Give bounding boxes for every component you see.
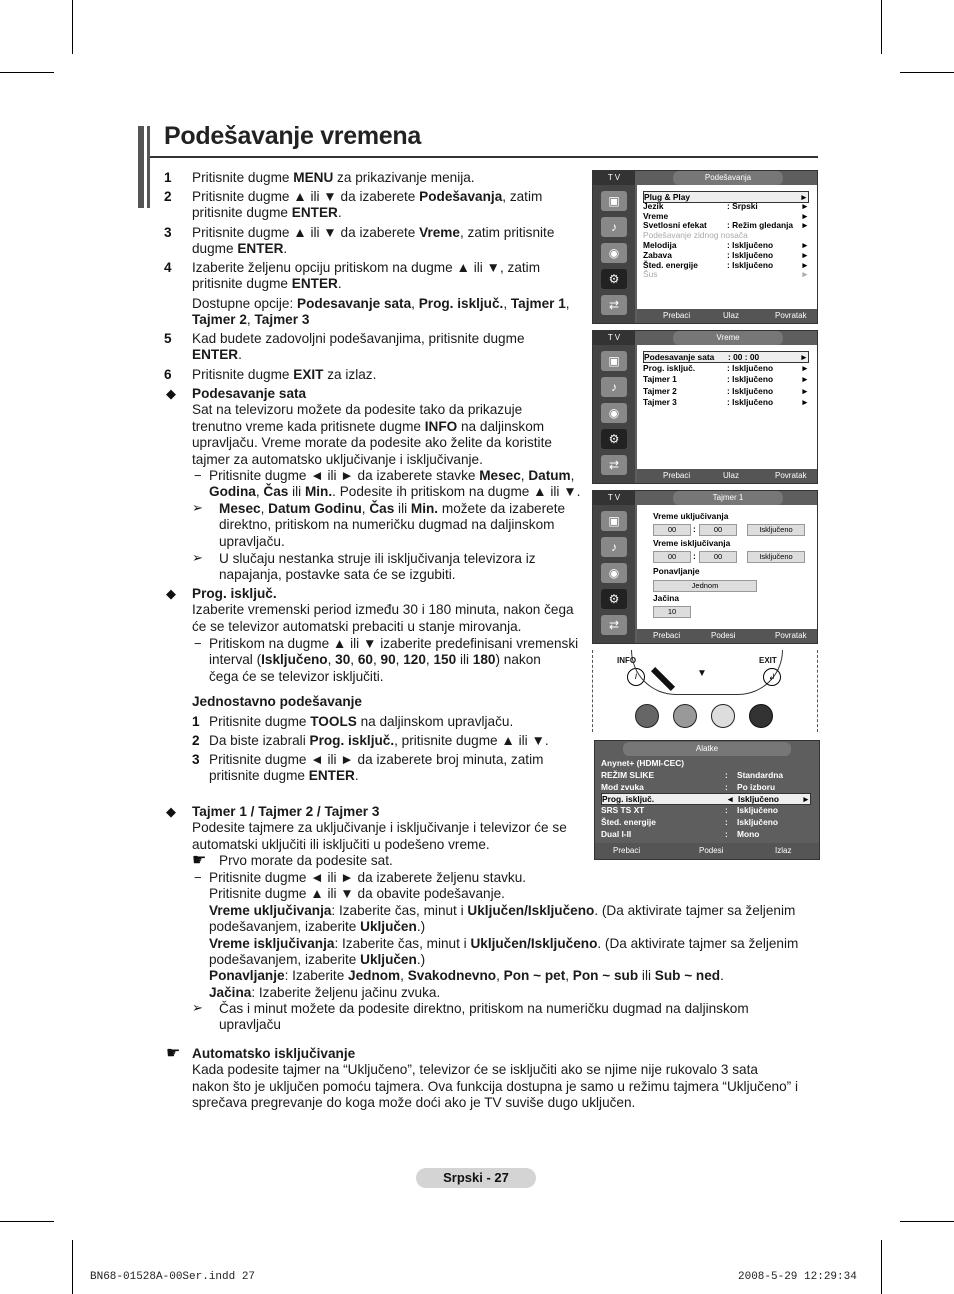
footer-enter: Ulaz <box>723 471 740 480</box>
step-text: Pritisnite dugme ▲ ili ▼ da izaberete Podešavanja, zatim pritisnite dugme ENTER. <box>192 189 543 221</box>
note-arrow-icon: ➢ <box>192 500 203 515</box>
hand-pointer-icon: ☛ <box>166 1045 181 1062</box>
colon-separator: : <box>725 817 728 827</box>
exit-icon: ↲ <box>763 668 781 686</box>
tools-item-value: Isključeno <box>738 794 779 805</box>
crop-mark <box>72 0 73 54</box>
menu-item-label: Podešavanje zidnog nosača <box>643 230 748 241</box>
menu-item[interactable] <box>643 363 809 373</box>
sub-step-number: 1 <box>192 714 200 729</box>
crop-mark <box>881 0 882 54</box>
section-podesavanje-sata: Podesavanje sata Sat na televizoru možete da podesite tako da prikazuje trenutno vreme kada pritisnete dugme INFO na daljinskom upravljaču. Vreme morate da podesite ako želite da koristite tajmer za automatsko uključivanje i isključivanje. <box>192 386 552 467</box>
sound-icon: ♪ <box>601 537 627 557</box>
tajmer-instruction: Pritisnite dugme ◄ ili ► da izaberete željenu stavku. Pritisnite dugme ▲ ili ▼ da obavite podešavanje. Vreme uključivanja: Izaberite čas, minut i Uključen/Isključeno. (Da aktivirate tajmer sa željenim podešavanjem, izaberite Uključen.) Vreme isključivanja: Izaberite čas, minut i Uključen/Isključeno. (Da aktivirate tajmer sa željenim podešavanjem, izaberite Uključen.) Ponavljanje: Izaberite Jednom, Svakodnevno, Pon ~ pet, Pon ~ sub ili Sub ~ ned. Jačina: Izaberite željenu jačinu zvuka. <box>209 870 799 1000</box>
jednostavno-title: Jednostavno podešavanje <box>192 694 362 709</box>
footer-return: Povratak <box>775 471 807 480</box>
tools-item[interactable] <box>601 793 811 805</box>
right-arrow-icon: ► <box>800 240 809 250</box>
yellow-button <box>711 704 735 728</box>
crop-mark <box>900 1221 954 1222</box>
sat-note-2: U slučaju nestanka struje ili isključivanja televizora iz napajanja, postavke sata će se izgubiti. <box>219 551 536 583</box>
left-arrow-icon: ◄ <box>726 794 735 805</box>
menu-item-label: Šted. energije <box>643 259 698 270</box>
crop-mark <box>900 72 954 73</box>
step-text: Pritisnite dugme MENU za prikazivanje menija. <box>192 170 475 185</box>
tajmer-hand-note: Prvo morate da podesite sat. <box>219 853 393 868</box>
tools-item-label: Dual I-II <box>601 828 632 839</box>
footer-adjust: Podesi <box>711 631 736 640</box>
note-arrow-icon: ➢ <box>192 1000 203 1015</box>
osd-body <box>637 505 817 629</box>
page-number-badge: Srpski - 27 <box>416 1168 536 1188</box>
footer-enter: Ulaz <box>723 311 740 320</box>
tools-item-label: SRS TS XT <box>601 805 645 816</box>
menu-item[interactable] <box>643 211 809 221</box>
right-arrow-icon: ► <box>800 269 809 280</box>
menu-item-label: Jezik <box>643 200 664 211</box>
channel-icon: ◉ <box>601 243 627 263</box>
step-number: 3 <box>164 225 172 240</box>
section-auto-iskljucivanje: Automatsko isključivanje Kada podesite tajmer na “Uključeno”, televizor će se isključiti ako se njime nije rukovalo 3 sata nakon što je uključen pomoću tajmera. Ova funkcija dostupna je samo u režimu tajmera “Uključeno” i sprečava pregrevanje do koga može doći ako je TV suviše dugo uključen. <box>192 1046 798 1111</box>
footer-adjust: Podesi <box>699 846 724 855</box>
right-arrow-icon: ► <box>800 220 809 231</box>
menu-item-value: : Isključeno <box>727 397 774 408</box>
right-arrow-icon: ► <box>800 362 809 373</box>
osd-tv-label: T V <box>593 331 635 345</box>
tools-item[interactable] <box>601 829 811 839</box>
menu-item[interactable] <box>643 240 809 250</box>
on-minute[interactable]: 00 <box>699 524 737 536</box>
crop-mark <box>72 1240 73 1294</box>
tools-item[interactable] <box>601 758 811 768</box>
menu-item[interactable] <box>643 386 809 396</box>
menu-item[interactable] <box>643 374 809 384</box>
step-text: Pritisnite dugme EXIT za izlaz. <box>192 367 377 382</box>
picture-icon: ▣ <box>601 511 627 531</box>
sub-step-number: 2 <box>192 733 200 748</box>
channel-icon: ◉ <box>601 563 627 583</box>
off-minute[interactable]: 00 <box>699 551 737 563</box>
menu-item-label: Vreme <box>643 210 669 221</box>
picture-icon: ▣ <box>601 351 627 371</box>
menu-item[interactable] <box>643 397 809 407</box>
colon-separator: : <box>725 769 728 780</box>
sat-instruction: Pritisnite dugme ◄ ili ► da izaberete stavke Mesec, Datum, Godina, Čas ili Min.. Podesite ih pritiskom na dugme ▲ ili ▼. <box>209 468 581 500</box>
step-number: 6 <box>164 367 172 382</box>
colon-separator: : <box>725 805 728 816</box>
menu-item-label: Zabava <box>643 249 672 260</box>
footer-move: Prebaci <box>663 311 691 320</box>
page-title: Podešavanje vremena <box>164 122 421 150</box>
off-state[interactable]: Isključeno <box>747 551 805 563</box>
dash-bullet: − <box>194 468 202 483</box>
setup-icon: ⚙ <box>601 429 627 449</box>
sound-icon: ♪ <box>601 377 627 397</box>
repeat-label: Ponavljanje <box>653 566 700 576</box>
menu-item-label: Podesavanje sata <box>644 352 715 362</box>
step-text: Izaberite željenu opciju pritiskom na dugme ▲ ili ▼, zatim pritisnite dugme ENTER. <box>192 260 541 292</box>
menu-item-label: Tajmer 3 <box>643 397 677 408</box>
diamond-bullet-icon: ◆ <box>166 386 176 401</box>
osd-sidebar <box>593 345 635 483</box>
input-icon: ⇄ <box>601 615 627 635</box>
footer-return: Povratak <box>775 631 807 640</box>
footer-move: Prebaci <box>653 631 681 640</box>
crop-mark <box>0 72 54 73</box>
on-state[interactable]: Isključeno <box>747 524 805 536</box>
title-rule <box>150 156 818 158</box>
print-info-left: BN68-01528A-00Ser.indd 27 <box>90 1271 256 1283</box>
hand-pointer-icon: ☛ <box>192 852 207 869</box>
menu-item[interactable] <box>643 351 809 363</box>
right-arrow-icon: ► <box>800 210 809 221</box>
tools-item[interactable] <box>601 782 811 792</box>
channel-icon: ◉ <box>601 403 627 423</box>
diamond-bullet-icon: ◆ <box>166 586 176 601</box>
right-arrow-icon: ► <box>800 397 809 408</box>
sub-step-number: 3 <box>192 752 200 767</box>
green-button <box>673 704 697 728</box>
input-icon: ⇄ <box>601 295 627 315</box>
remote-illustration <box>592 650 818 732</box>
right-arrow-icon: ► <box>800 249 809 260</box>
step-text: Pritisnite dugme ▲ ili ▼ da izaberete Vreme, zatim pritisnite dugme ENTER. <box>192 225 555 257</box>
off-hour[interactable]: 00 <box>653 551 691 563</box>
menu-item-label: Prog. isključ. <box>643 362 696 373</box>
menu-item-value: : Isključeno <box>727 240 774 250</box>
osd-sidebar <box>593 185 635 323</box>
volume-label: Jačina <box>653 593 680 603</box>
menu-item[interactable] <box>643 201 809 211</box>
osd-footer <box>637 309 817 323</box>
menu-item[interactable] <box>643 220 809 230</box>
step-text: Kad budete zadovoljni podešavanjima, pritisnite dugme ENTER. <box>192 331 525 363</box>
right-arrow-icon: ► <box>799 192 808 202</box>
osd-sidebar <box>593 505 635 643</box>
title-accent-stripe <box>144 126 147 208</box>
tools-item-label: Mod zvuka <box>601 781 644 792</box>
repeat-value[interactable]: Jednom <box>653 580 757 592</box>
osd-header: Tajmer 1 <box>673 491 783 505</box>
osd-header: Vreme <box>673 331 783 345</box>
right-arrow-icon: ► <box>800 385 809 396</box>
osd-tv-label: T V <box>593 491 635 505</box>
osd-tools-menu <box>594 740 820 860</box>
menu-item-label: Svetlosni efekat <box>643 220 707 231</box>
right-arrow-icon: ► <box>800 259 809 270</box>
menu-item-value: : Isključeno <box>727 374 774 385</box>
osd-timer1-menu <box>592 490 818 644</box>
colon-separator: : <box>725 828 728 839</box>
menu-item-value: : Režim gledanja <box>727 220 794 231</box>
osd-tv-label: T V <box>593 171 635 185</box>
sub-step-text: Pritisnite dugme ◄ ili ► da izaberete broj minuta, zatim pritisnite dugme ENTER. <box>209 752 544 784</box>
tools-item-label: Šted. energije <box>601 817 656 827</box>
crop-mark <box>0 1221 54 1222</box>
section-prog-iskljuc: Prog. isključ. Izaberite vremenski period između 30 i 180 minuta, nakon čega će se televizor automatski prebaciti u stanje mirovanja. <box>192 586 574 634</box>
colon-separator: : <box>693 524 696 534</box>
blue-button <box>749 704 773 728</box>
setup-icon: ⚙ <box>601 269 627 289</box>
osd-footer <box>595 843 819 859</box>
tools-item-value: Isključeno <box>737 805 778 816</box>
osd-body <box>637 185 817 309</box>
osd-footer <box>637 629 817 643</box>
down-arrow-icon: ▼ <box>697 668 707 679</box>
input-icon: ⇄ <box>601 455 627 475</box>
menu-item-value: : Isključeno <box>727 362 774 373</box>
menu-item[interactable] <box>643 230 809 240</box>
right-arrow-icon: ► <box>801 794 810 805</box>
tools-item[interactable] <box>601 770 811 780</box>
footer-return: Povratak <box>775 311 807 320</box>
sub-step-text: Da biste izabrali Prog. isključ., pritisnite dugme ▲ ili ▼. <box>209 733 549 748</box>
tools-item-value: Standardna <box>737 769 784 780</box>
menu-item-label: Šus <box>643 269 658 280</box>
info-icon: i <box>627 668 645 686</box>
right-arrow-icon: ► <box>800 200 809 211</box>
menu-item-label: Plug & Play <box>644 192 691 202</box>
menu-item-value: : Isključeno <box>727 249 774 260</box>
osd-time-menu <box>592 330 818 484</box>
tools-item[interactable] <box>601 805 811 815</box>
prog-instruction: Pritiskom na dugme ▲ ili ▼ izaberite predefinisani vremenski interval (Isključeno, 30, 60, 90, 120, 150 ili 180) nakon čega će se televizor isključiti. <box>209 636 579 684</box>
sat-note-1: Mesec, Datum Godinu, Čas ili Min. možete da izaberete direktno, pritiskom na numeričku dugmad na daljinskom upravljaču. <box>219 501 566 549</box>
exit-button-label: EXIT <box>759 656 777 665</box>
menu-item-value: : Isključeno <box>727 385 774 396</box>
info-button-label: INFO <box>617 656 637 665</box>
footer-move: Prebaci <box>613 846 641 855</box>
menu-item[interactable] <box>643 250 809 260</box>
on-time-label: Vreme uključivanja <box>653 511 729 521</box>
osd-body <box>595 757 819 843</box>
tools-item-label: Anynet+ (HDMI-CEC) <box>601 758 685 768</box>
tools-item-value: Isključeno <box>737 817 778 827</box>
osd-header: Alatke <box>623 742 791 756</box>
menu-item[interactable] <box>643 269 809 279</box>
picture-icon: ▣ <box>601 191 627 211</box>
diamond-bullet-icon: ◆ <box>166 804 176 819</box>
section-tajmer: Tajmer 1 / Tajmer 2 / Tajmer 3 Podesite tajmere za uključivanje i isključivanje i televizor će se automatski uključiti ili isključiti u podešeno vreme. <box>192 804 567 852</box>
menu-item[interactable] <box>643 260 809 270</box>
footer-move: Prebaci <box>663 471 691 480</box>
menu-item-label: Tajmer 2 <box>643 385 677 396</box>
off-time-label: Vreme isključivanja <box>653 538 731 548</box>
colon-separator: : <box>725 781 728 792</box>
menu-item-label: Tajmer 1 <box>643 374 677 385</box>
step-number: 4 <box>164 260 172 275</box>
menu-item-value: : Isključeno <box>727 259 774 270</box>
osd-body <box>637 345 817 469</box>
right-arrow-icon: ► <box>799 352 808 362</box>
step-number: 5 <box>164 331 172 346</box>
sub-step-text: Pritisnite dugme TOOLS na daljinskom upravljaču. <box>209 714 514 729</box>
right-arrow-icon: ► <box>800 374 809 385</box>
tajmer-note: Čas i minut možete da podesite direktno, pritiskom na numeričku dugmad na daljinskom upravljaču <box>219 1001 749 1033</box>
colon-separator: : <box>693 551 696 561</box>
volume-value[interactable]: 10 <box>653 606 691 618</box>
print-info-right: 2008-5-29 12:29:34 <box>738 1271 857 1283</box>
dash-bullet: − <box>194 870 202 885</box>
menu-item-value: : 00 : 00 <box>728 352 760 362</box>
dash-bullet: − <box>194 636 202 651</box>
crop-mark <box>881 1240 882 1294</box>
setup-icon: ⚙ <box>601 589 627 609</box>
osd-settings-menu <box>592 170 818 324</box>
menu-item-value: : Srpski <box>727 200 758 211</box>
tools-item-label: REŽIM SLIKE <box>601 769 655 780</box>
tools-item[interactable] <box>601 817 811 827</box>
footer-exit: Izlaz <box>775 846 792 855</box>
red-button <box>635 704 659 728</box>
osd-footer <box>637 469 817 483</box>
osd-header: Podešavanja <box>673 171 783 185</box>
tools-item-value: Mono <box>737 828 760 839</box>
step-number: 1 <box>164 170 172 185</box>
tools-item-label: Prog. isključ. <box>602 794 655 805</box>
note-arrow-icon: ➢ <box>192 550 203 565</box>
step-text: Dostupne opcije: Podesavanje sata, Prog. isključ., Tajmer 1, Tajmer 2, Tajmer 3 <box>192 296 570 328</box>
menu-item-label: Melodija <box>643 240 677 250</box>
sound-icon: ♪ <box>601 217 627 237</box>
on-hour[interactable]: 00 <box>653 524 691 536</box>
step-number: 2 <box>164 189 172 204</box>
tools-item-value: Po izboru <box>737 781 776 792</box>
